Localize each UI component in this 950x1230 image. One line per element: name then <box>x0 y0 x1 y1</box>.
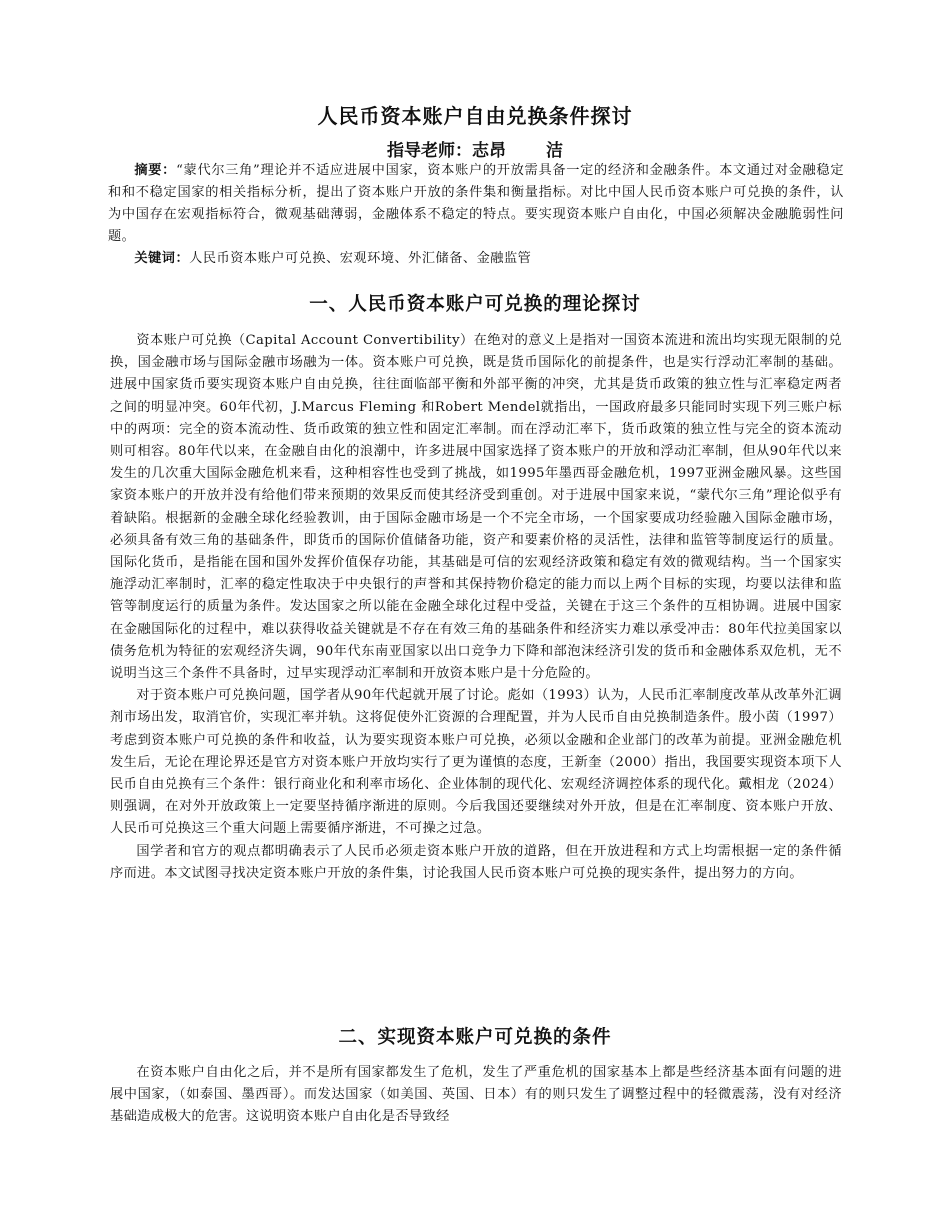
abstract-text: “蒙代尔三角”理论并不适应进展中国家，资本账户的开放需具备一定的经济和金融条件。本文通过对金融稳定和和不稳定国家的相关指标分析，提出了资本账户开放的条件集和衡量指标。对比中国人民币资本账户可兑换的条件，认为中国存在宏观指标符合，微观基础薄弱，金融体系不稳定的特点。要实现资本账户自由化，中国必须解决金融脆弱性问题。 <box>108 163 845 244</box>
advisor-line <box>0 136 950 161</box>
advisor-label: 指导老师：志昂 <box>387 141 506 161</box>
section-2-body <box>110 1062 842 1129</box>
section-1-paragraph-2: 对于资本账户可兑换问题，国学者从90年代起就开展了讨论。彪如（1993）认为，人民币汇率制度改革从改革外汇调剂市场出发，取消官价，实现汇率并轨。这将促使外汇资源的合理配置，并为人民币自由兑换制造条件。殷小茵（1997）考虑到资本账户可兑换的条件和收益，认为要实现资本账户可兑换，必须以金融和企业部门的改革为前提。亚洲金融危机发生后，无论在理论界还是官方对资本账户开放均实行了更为谨慎的态度，王新奎（2000）指出，我国要实现资本项下人民币自由兑换有三个条件：银行商业化和利率市场化、企业体制的现代化、宏观经济调控体系的现代化。戴相龙（2024）则强调，在对外开放政策上一定要坚持循序渐进的原则。今后我国还要继续对外开放，但是在汇率制度、资本账户开放、人民币可兑换这三个重大问题上需要循序渐进，不可操之过急。 <box>110 688 842 837</box>
advisor-second-name: 洁 <box>546 141 563 161</box>
keywords-label: 关键词： <box>134 251 190 266</box>
keywords-text: 人民币资本账户可兑换、宏观环境、外汇储备、金融监管 <box>189 251 532 266</box>
keywords-paragraph <box>108 248 844 270</box>
abstract-label: 摘要： <box>134 163 177 178</box>
section-2-paragraph-1: 在资本账户自由化之后，并不是所有国家都发生了危机，发生了严重危机的国家基本上都是些经济基本面有问题的进展中国家，（如泰国、墨西哥）。而发达国家（如美国、英国、日本）有的则只发生了调整过程中的轻微震荡，没有对经济基础造成极大的危害。这说明资本账户自由化是否导致经 <box>110 1065 842 1125</box>
section-1-paragraph-1: 资本账户可兑换（Capital Account Convertibility）在绝对的意义上是指对一国资本流进和流出均实现无限制的兑换，国金融市场与国际金融市场融为一体。资本账户可兑换，既是货币国际化的前提条件，也是实行浮动汇率制的基础。进展中国家货币要实现资本账户自由兑换，往往面临部平衡和外部平衡的冲突，尤其是货币政策的独立性与汇率稳定两者之间的明显冲突。60年代初，J.Marcus Fleming 和Robert Mendel就指出，一国政府最多只能同时实现下列三账户标中的两项：完全的资本流动性、货币政策的独立性和固定汇率制。而在浮动汇率下，货币政策的独立性与完全的资本流动则可相容。80年代以来，在金融自由化的浪潮中，许多进展中国家选择了资本账户的开放和浮动汇率制，但从90年代以来发生的几次重大国际金融危机来看，这种相容性也受到了挑战，如1995年墨西哥金融危机，1997亚洲金融风暴。这些国家资本账户的开放并没有给他们带来预期的效果反而使其经济受到重创。对于进展中国家来说，“蒙代尔三角”理论似乎有着缺陷。根据新的金融全球化经验教训，由于国际金融市场是一个不完全市场，一个国家要成功经验融入国际金融市场，必须具备有效三角的基础条件，即货币的国际价值储备功能，资产和要素价格的灵活性，法律和监管等制度运行的质量。国际化货币，是指能在国和国外发挥价值保存功能，其基础是可信的宏观经济政策和稳定有效的微观结构。当一个国家实施浮动汇率制时，汇率的稳定性取决于中央银行的声誉和其保持物价稳定的能力而以上两个目标的实现，均要以法律和监管等制度运行的质量为条件。发达国家之所以能在金融全球化过程中受益，关键在于这三个条件的互相协调。进展中国家在金融国际化的过程中，难以获得收益关键就是不存在有效三角的基础条件和经济实力难以承受冲击：80年代拉美国家以债务危机为特征的宏观经济失调，90年代东南亚国家以出口竞争力下降和部泡沫经济引发的货币和金融体系双危机，无不说明当这三个条件不具备时，过早实现浮动汇率制和开放资本账户是十分危险的。 <box>110 333 842 682</box>
section-2-heading: 二、实现资本账户可兑换的条件 <box>338 1027 612 1048</box>
abstract-block <box>108 160 844 270</box>
abstract-paragraph <box>108 160 844 248</box>
section-1-heading: 一、人民币资本账户可兑换的理论探讨 <box>309 294 641 315</box>
section-1-paragraph-3: 国学者和官方的观点都明确表示了人民币必须走资本账户开放的道路，但在开放进程和方式上均需根据一定的条件循序而进。本文试图寻找决定资本账户开放的条件集，讨论我国人民币资本账户可兑换的现实条件，提出努力的方向。 <box>110 843 842 881</box>
paper-title: 人民币资本账户自由兑换条件探讨 <box>317 104 633 128</box>
section-1-body <box>110 330 842 885</box>
